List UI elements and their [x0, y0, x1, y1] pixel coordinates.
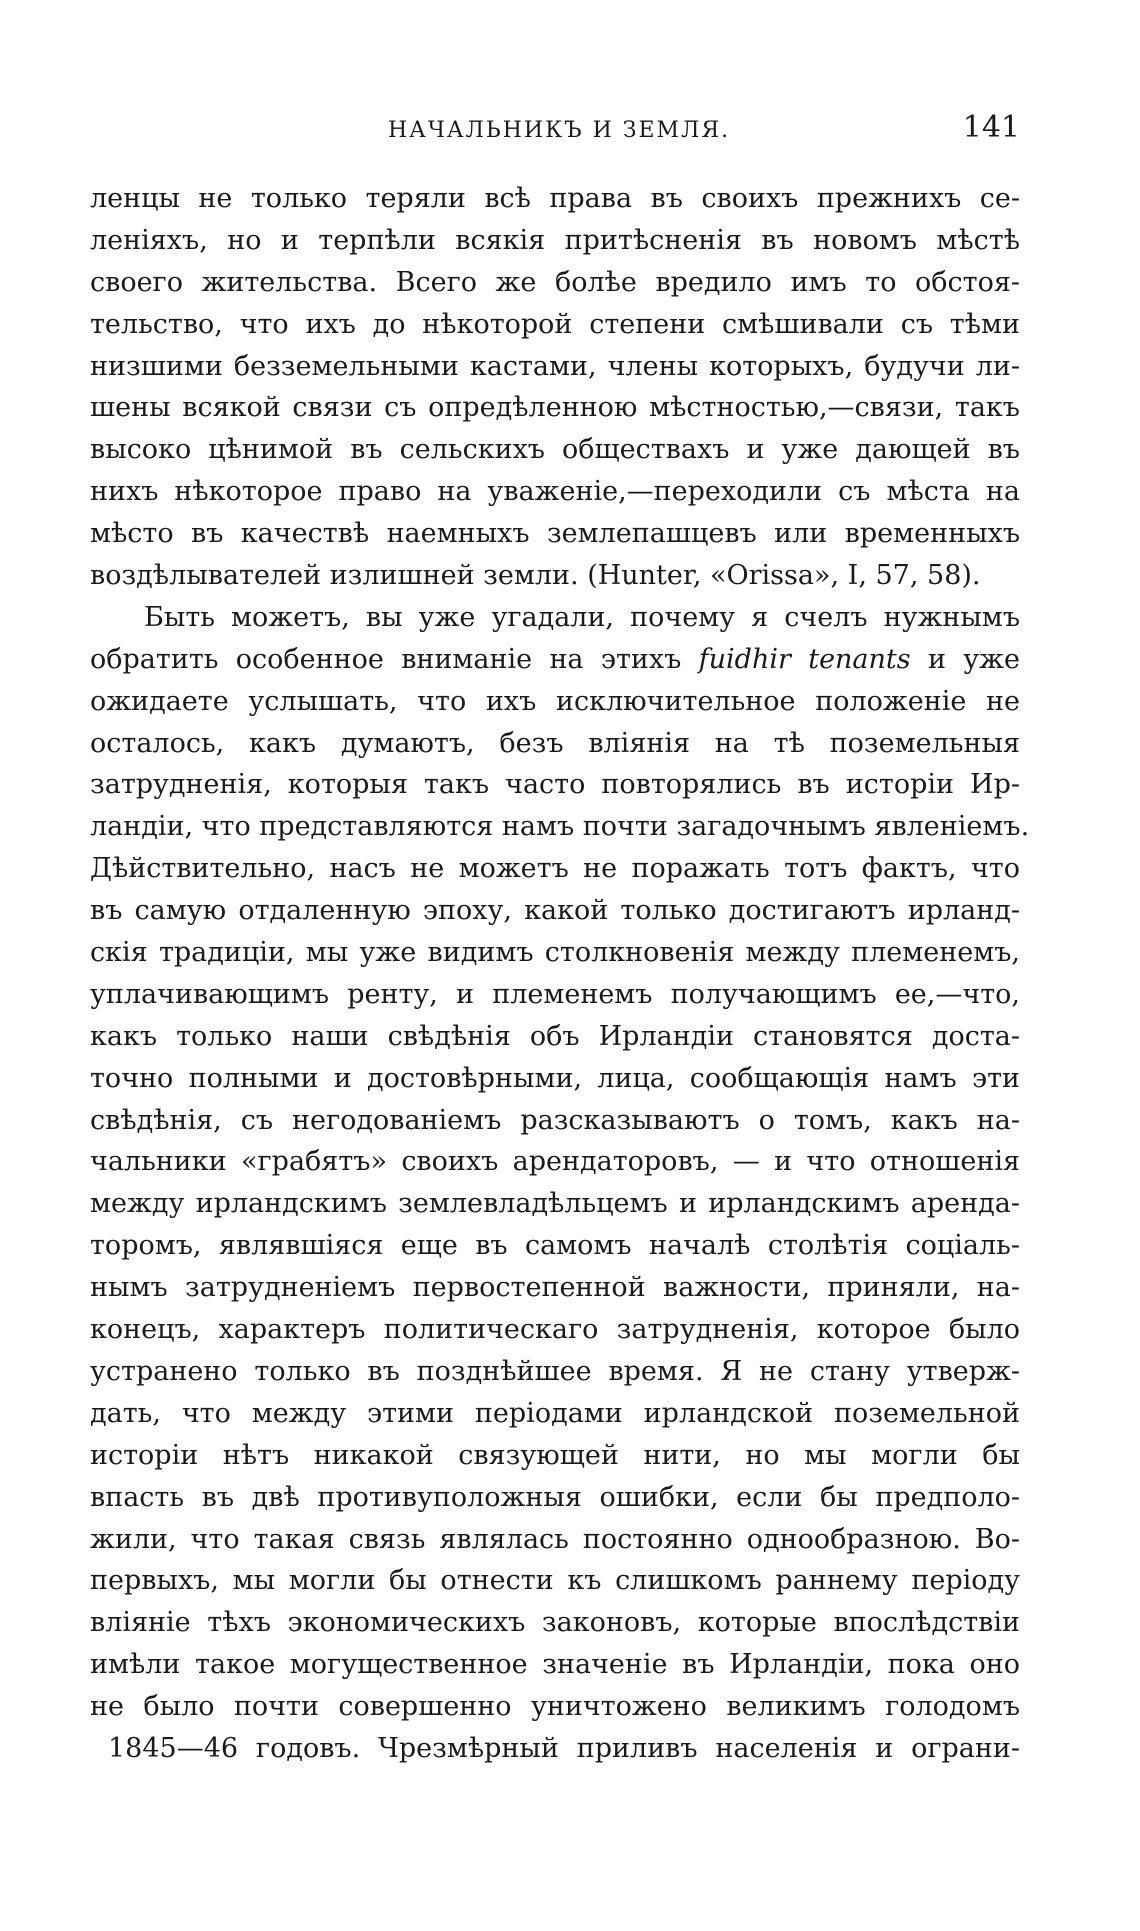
- page-header: [90, 110, 1020, 150]
- text-line: между ирландскимъ землевладѣльцемъ и ирландскимъ арендa-: [90, 1188, 1020, 1220]
- text-line: высоко цѣнимой въ сельскихъ обществахъ и уже дающей въ: [90, 434, 1020, 466]
- text-line: ленцы не только теряли всѣ права въ своихъ прежнихъ се-: [90, 183, 1020, 214]
- text-line: устранено только въ позднѣйшее время. Я не стану утверж-: [90, 1355, 1020, 1387]
- paragraph-1: [90, 178, 1020, 597]
- text-line: ожидаете услышать, что ихъ исключительное положеніе не: [90, 685, 1020, 717]
- text-line: чальники «грабятъ» своихъ арендаторовъ, — и что отношенія: [90, 1146, 1020, 1178]
- text-line: 1845—46 годовъ. Чрезмѣрный приливъ населенія и ограни-: [108, 1732, 1020, 1764]
- text-line: жили, что такая связь являлась постоянно однообразною. Во-: [90, 1523, 1020, 1555]
- text-line: имѣли такое могущественное значеніе въ Ирландіи, пока оно: [90, 1649, 1020, 1681]
- text-line: Дѣйствительно, насъ не можетъ не поражать тотъ фактъ, что: [90, 853, 1020, 885]
- text-line: Быть можетъ, вы уже угадали, почему я счелъ нужнымъ: [144, 601, 1020, 633]
- text-line: нихъ нѣкоторое право на уваженіе,—переходили съ мѣста на: [90, 476, 1020, 508]
- text-line: низшими безземельными кастами, члены которыхъ, будучи ли-: [90, 350, 1020, 382]
- text-line: ландіи, что представляются намъ почти загадочнымъ явленіемъ.: [90, 811, 1030, 843]
- text-line: нымъ затрудненіемъ первостепенной важности, приняли, на-: [90, 1272, 1020, 1304]
- text-line: осталось, какъ думаютъ, безъ вліянія на тѣ поземельныя: [90, 727, 1020, 759]
- italic-term: fuidhir tenants: [698, 643, 911, 675]
- text-line: первыхъ, мы могли бы отнести къ слишкомъ раннему періоду: [90, 1565, 1020, 1597]
- text-line: исторіи нѣтъ никакой связующей нити, но мы могли бы: [90, 1439, 1020, 1471]
- text-line: мѣсто въ качествѣ наемныхъ землепашцевъ или временныхъ: [90, 518, 1020, 550]
- text-line: не было почти совершенно уничтожено великимъ голодомъ: [90, 1691, 1020, 1723]
- paragraph-2: [90, 597, 1030, 1770]
- text-line: какъ только наши свѣдѣнія объ Ирландіи становятся доста-: [90, 1020, 1020, 1052]
- text-line: конецъ, характеръ политическаго затрудненія, которое было: [90, 1314, 1020, 1346]
- text-line: торомъ, являвшіяся еще въ самомъ началѣ столѣтія соціаль-: [90, 1230, 1020, 1262]
- body-text: [90, 178, 1030, 1770]
- text-line: затрудненія, которыя такъ часто повторялись въ исторіи Ир-: [90, 769, 1020, 801]
- text-line: тельство, что ихъ до нѣкоторой степени смѣшивали съ тѣми: [90, 308, 1020, 340]
- text-segment: и уже: [910, 643, 1020, 675]
- text-line: воздѣлывателей излишней земли. (Hunter, «Orissa», I, 57, 58).: [90, 560, 981, 592]
- text-line-with-italic: [90, 639, 1020, 681]
- page-number: 141: [962, 110, 1020, 145]
- text-line: точно полными и достовѣрными, лица, сообщающія намъ эти: [90, 1062, 1020, 1094]
- text-line: дать, что между этими періодами ирландской поземельной: [90, 1397, 1020, 1429]
- text-line: шены всякой связи съ опредѣленною мѣстностью,—связи, такъ: [90, 392, 1020, 424]
- text-segment: обратить особенное вниманіе на этихъ: [90, 643, 699, 675]
- running-title: НАЧАЛЬНИКЪ И ЗЕМЛЯ.: [388, 118, 731, 143]
- text-line: скія традиціи, мы уже видимъ столкновенія между племенемъ,: [90, 937, 1020, 969]
- text-line: въ самую отдаленную эпоху, какой только достигаютъ ирланд-: [90, 895, 1020, 927]
- text-line: впасть въ двѣ противуположныя ошибки, если бы предполо-: [90, 1481, 1020, 1513]
- text-line: свѣдѣнія, съ негодованіемъ разсказываютъ о томъ, какъ на-: [90, 1104, 1020, 1136]
- text-line: вліяніе тѣхъ экономическихъ законовъ, которые впослѣдствіи: [90, 1607, 1020, 1639]
- text-line: своего жительства. Всего же болѣе вредило имъ то обстоя-: [90, 266, 1020, 298]
- text-line: леніяхъ, но и терпѣли всякія притѣсненія въ новомъ мѣстѣ: [90, 224, 1020, 256]
- text-line: уплачивающимъ ренту, и племенемъ получающимъ ее,—что,: [90, 978, 1020, 1010]
